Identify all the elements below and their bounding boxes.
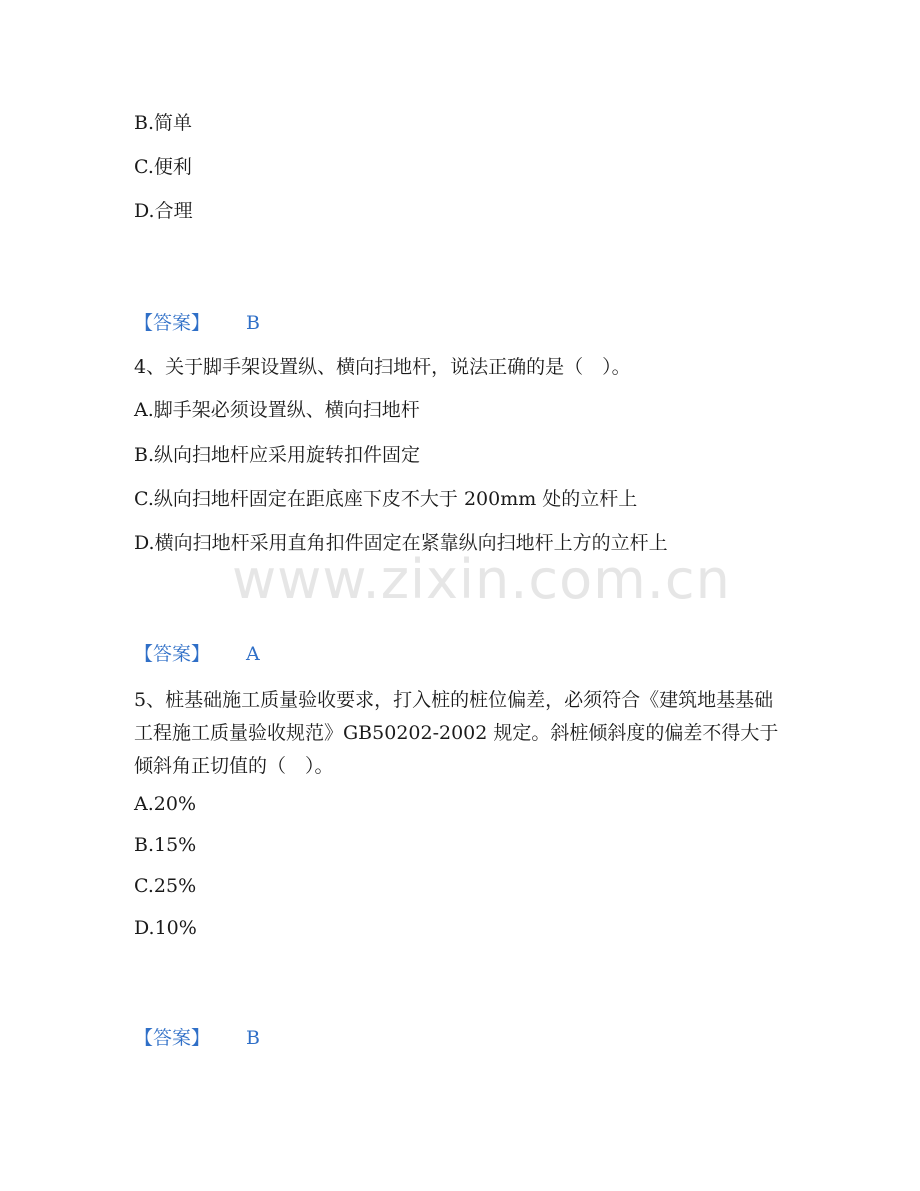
answer-value: B	[246, 312, 260, 334]
q4-option-a: A.脚手架必须设置纵、横向扫地杆	[134, 399, 420, 421]
q3-option-b: B.简单	[134, 112, 193, 134]
answer-label: 【答案】	[134, 643, 211, 665]
watermark: www.zixin.com.cn	[232, 548, 731, 611]
q5-option-a: A.20%	[134, 793, 196, 815]
q5-option-d: D.10%	[134, 917, 197, 939]
q5-question: 5、桩基础施工质量验收要求，打入桩的桩位偏差，必须符合《建筑地基基础工程施工质量验收规范》GB50202-2002 规定。斜桩倾斜度的偏差不得大于倾斜角正切值的（ ）。	[134, 689, 779, 777]
q3-option-c: C.便利	[134, 156, 192, 178]
answer-value: A	[246, 643, 260, 665]
q4-option-d: D.横向扫地杆采用直角扣件固定在紧靠纵向扫地杆上方的立杆上	[134, 532, 668, 554]
q4-option-c: C.纵向扫地杆固定在距底座下皮不大于 200mm 处的立杆上	[134, 488, 638, 510]
q4-answer	[134, 642, 260, 666]
q3-answer	[134, 311, 260, 335]
q4-option-b: B.纵向扫地杆应采用旋转扣件固定	[134, 444, 421, 466]
answer-label: 【答案】	[134, 312, 211, 334]
q3-option-d: D.合理	[134, 200, 193, 222]
answer-value: B	[246, 1027, 260, 1049]
q5-option-b: B.15%	[134, 834, 197, 856]
answer-label: 【答案】	[134, 1027, 211, 1049]
q5-answer	[134, 1026, 260, 1050]
q5-option-c: C.25%	[134, 875, 197, 897]
q4-question: 4、关于脚手架设置纵、横向扫地杆，说法正确的是（ ）。	[134, 356, 631, 378]
